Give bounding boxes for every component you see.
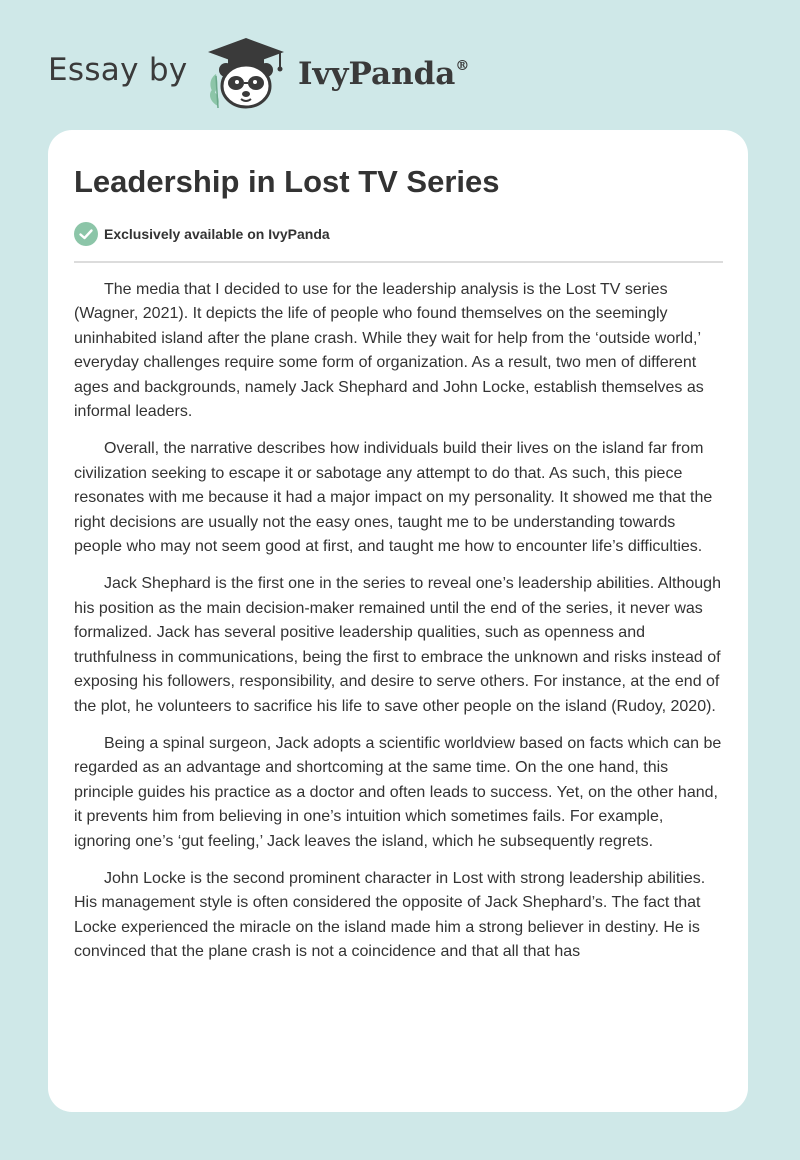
paragraph: Overall, the narrative describes how individuals build their lives on the island far from civilization seeking to escape it or sabotage any attempt to do that. As such, this piece resonates with me because it had a major impact on my personality. It showed me that the right decisions are usually not the easy ones, taught me to be understanding towards people who may not seem good at first, and taught me how to encounter life’s difficulties. <box>74 440 713 556</box>
paragraph: John Locke is the second prominent character in Lost with strong leadership abilities. His management style is often considered the opposite of Jack Shephard’s. The fact that Locke experienced the miracle on the island made him a strong believer in destiny. He is convinced that the plane crash is not a coincidence and that all that has <box>74 869 706 961</box>
registered-mark: ® <box>455 58 470 74</box>
brand-name[interactable] <box>298 56 469 92</box>
essay-by-label: Essay by <box>48 52 188 88</box>
page-title: Leadership in Lost TV Series <box>74 164 500 199</box>
site-header <box>0 0 800 130</box>
article-body <box>74 278 724 978</box>
exclusive-badge <box>74 222 330 246</box>
divider <box>74 261 723 263</box>
paragraph: The media that I decided to use for the leadership analysis is the Lost TV series (Wagner, 2021). It depicts the life of people who found themselves on the seemingly uninhabited island after the plane crash. While they wait for help from the ‘outside world,’ everyday challenges require some form of organization. As a result, two men of different ages and backgrounds, namely Jack Shephard and John Locke, establish themselves as informal leaders. <box>74 281 704 421</box>
panda-logo-icon[interactable] <box>200 36 292 110</box>
brand-text: IvyPanda <box>298 56 456 92</box>
paragraph: Being a spinal surgeon, Jack adopts a scientific worldview based on facts which can be regarded as an advantage and shortcoming at the same time. On the one hand, this principle guides his practice as a doctor and often leads to success. Yet, on the other hand, it prevents him from believing in one’s intuition which sometimes fails. For example, ignoring one’s ‘gut feeling,’ Jack leaves the island, which he subsequently regrets. <box>74 734 722 850</box>
paragraph: Jack Shephard is the first one in the series to reveal one’s leadership abilities. Although his position as the main decision-maker remained until the end of the series, it never was formalized. Jack has several positive leadership qualities, such as openness and truthfulness in communications, being the first to embrace the unknown and risks instead of exposing his followers, responsibility, and desire to serve others. For instance, at the end of the plot, he volunteers to sacrifice his life to save other people on the island (Rudoy, 2020). <box>74 575 721 715</box>
check-badge-icon <box>74 222 98 246</box>
badge-text: Exclusively available on IvyPanda <box>104 226 330 242</box>
article-card <box>48 130 748 1112</box>
